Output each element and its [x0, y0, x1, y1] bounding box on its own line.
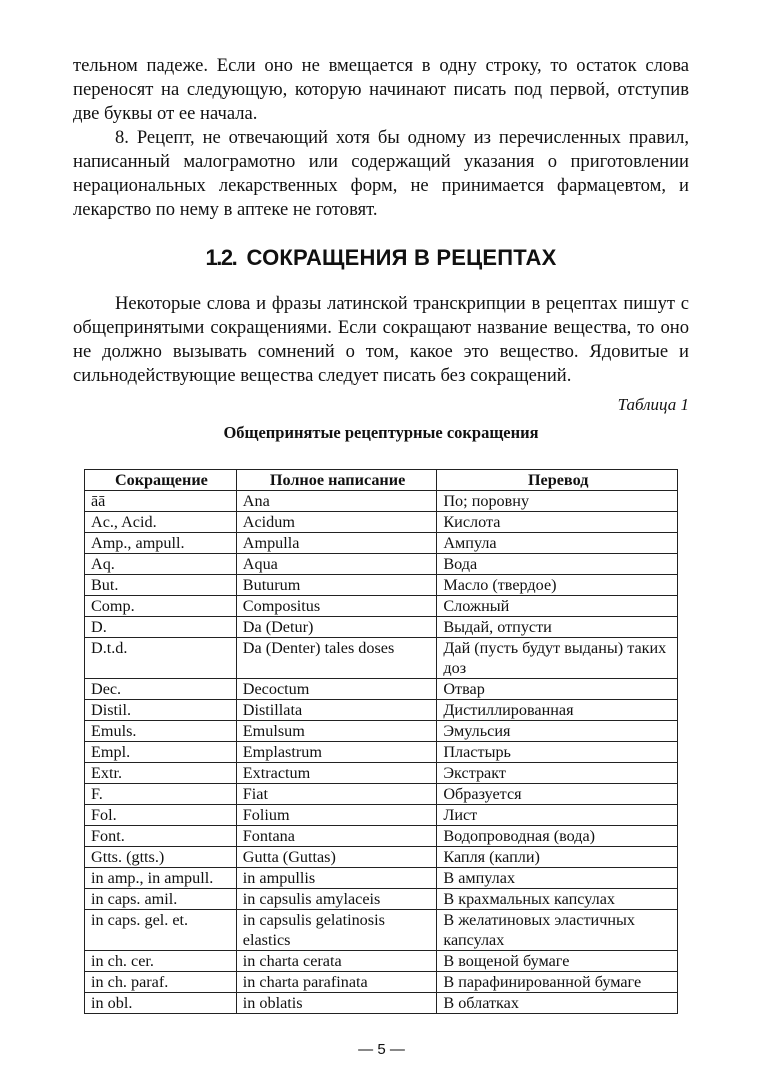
- cell-abbreviation: Emuls.: [85, 721, 237, 742]
- table-row: [85, 533, 678, 554]
- cell-translation: По; поровну: [437, 491, 678, 512]
- cell-full-form: Distillata: [236, 700, 437, 721]
- table-row: [85, 596, 678, 617]
- table-row: [85, 784, 678, 805]
- table-row: [85, 763, 678, 784]
- cell-abbreviation: D.: [85, 617, 237, 638]
- abbreviations-table: [84, 469, 678, 1014]
- section-title: СОКРАЩЕНИЯ В РЕЦЕПТАХ: [246, 245, 557, 270]
- table-row: [85, 721, 678, 742]
- cell-translation: Масло (твердое): [437, 575, 678, 596]
- paragraph-rule-8: 8. Рецепт, не отвечающий хотя бы одному из перечисленных правил, написанный малограмотно или содержащий указания о приготовлении нерациональных лекарственных форм, не принимается фармацевтом, и лекарство по нему в аптеке не готовят.: [73, 127, 689, 220]
- cell-abbreviation: Distil.: [85, 700, 237, 721]
- table-row: [85, 847, 678, 868]
- table-row: [85, 617, 678, 638]
- header-abbreviation: Сокращение: [85, 470, 237, 491]
- cell-full-form: in charta cerata: [236, 951, 437, 972]
- cell-abbreviation: Amp., ampull.: [85, 533, 237, 554]
- cell-full-form: Gutta (Guttas): [236, 847, 437, 868]
- page-number: — 5 —: [358, 1041, 405, 1058]
- cell-full-form: Da (Detur): [236, 617, 437, 638]
- table-row: [85, 700, 678, 721]
- table-row: [85, 993, 678, 1014]
- cell-full-form: Buturum: [236, 575, 437, 596]
- cell-translation: Ампула: [437, 533, 678, 554]
- cell-translation: Вода: [437, 554, 678, 575]
- cell-abbreviation: Gtts. (gtts.): [85, 847, 237, 868]
- section-number: 1.2.: [205, 245, 237, 270]
- cell-full-form: Extractum: [236, 763, 437, 784]
- cell-abbreviation: in ch. paraf.: [85, 972, 237, 993]
- cell-translation: Капля (капли): [437, 847, 678, 868]
- cell-full-form: Emplastrum: [236, 742, 437, 763]
- header-translation: Перевод: [437, 470, 678, 491]
- cell-abbreviation: Extr.: [85, 763, 237, 784]
- cell-abbreviation: in caps. amil.: [85, 889, 237, 910]
- cell-full-form: Ampulla: [236, 533, 437, 554]
- cell-translation: Выдай, отпусти: [437, 617, 678, 638]
- cell-abbreviation: F.: [85, 784, 237, 805]
- cell-translation: Пластырь: [437, 742, 678, 763]
- cell-translation: В парафинированной бумаге: [437, 972, 678, 993]
- cell-full-form: Acidum: [236, 512, 437, 533]
- cell-full-form: in capsulis amylaceis: [236, 889, 437, 910]
- table-row: [85, 512, 678, 533]
- cell-abbreviation: Dec.: [85, 679, 237, 700]
- cell-abbreviation: āā: [85, 491, 237, 512]
- cell-abbreviation: in amp., in ampull.: [85, 868, 237, 889]
- header-full-form: Полное написание: [236, 470, 437, 491]
- cell-translation: Дистиллированная: [437, 700, 678, 721]
- paragraph-abbreviations-intro: Некоторые слова и фразы латинской транскрипции в рецептах пишут с общепринятыми сокращениями. Если сокращают название вещества, то оно не должно вызывать сомнений о том, какое это вещество. Ядовитые и сильнодействующие вещества следует писать без сокращений.: [73, 293, 689, 386]
- table-header-row: [85, 470, 678, 491]
- cell-full-form: Aqua: [236, 554, 437, 575]
- cell-translation: В желатиновых эластичных капсулах: [437, 910, 678, 951]
- cell-abbreviation: in ch. cer.: [85, 951, 237, 972]
- cell-translation: Кислота: [437, 512, 678, 533]
- cell-abbreviation: Font.: [85, 826, 237, 847]
- paragraph-continuation: тельном падеже. Если оно не вмещается в одну строку, то остаток слова переносят на следующую, которую начинают писать под первой, отступив две буквы от ее начала.: [73, 55, 689, 124]
- cell-full-form: Fiat: [236, 784, 437, 805]
- cell-full-form: Compositus: [236, 596, 437, 617]
- cell-translation: В крахмальных капсулах: [437, 889, 678, 910]
- table-title: Общепринятые рецептурные сокращения: [223, 423, 539, 442]
- cell-translation: В облатках: [437, 993, 678, 1014]
- table-row: [85, 951, 678, 972]
- table-label: Таблица 1: [617, 395, 689, 414]
- cell-full-form: in charta parafinata: [236, 972, 437, 993]
- table-row: [85, 742, 678, 763]
- cell-translation: Сложный: [437, 596, 678, 617]
- page-body: [73, 54, 689, 444]
- table-row: [85, 638, 678, 679]
- cell-abbreviation: But.: [85, 575, 237, 596]
- cell-full-form: Ana: [236, 491, 437, 512]
- table-row: [85, 868, 678, 889]
- cell-full-form: Da (Denter) tales doses: [236, 638, 437, 679]
- cell-translation: В вощеной бумаге: [437, 951, 678, 972]
- cell-translation: Эмульсия: [437, 721, 678, 742]
- cell-translation: Образуется: [437, 784, 678, 805]
- table-row: [85, 575, 678, 596]
- cell-full-form: Folium: [236, 805, 437, 826]
- section-heading: [73, 243, 689, 273]
- cell-abbreviation: Comp.: [85, 596, 237, 617]
- table-row: [85, 910, 678, 951]
- cell-translation: В ампулах: [437, 868, 678, 889]
- cell-translation: Лист: [437, 805, 678, 826]
- cell-full-form: Fontana: [236, 826, 437, 847]
- cell-full-form: in ampullis: [236, 868, 437, 889]
- cell-translation: Водопроводная (вода): [437, 826, 678, 847]
- cell-abbreviation: in caps. gel. et.: [85, 910, 237, 951]
- cell-abbreviation: in obl.: [85, 993, 237, 1014]
- table-row: [85, 805, 678, 826]
- table-row: [85, 826, 678, 847]
- cell-translation: Отвар: [437, 679, 678, 700]
- cell-abbreviation: Empl.: [85, 742, 237, 763]
- cell-abbreviation: Aq.: [85, 554, 237, 575]
- cell-full-form: in oblatis: [236, 993, 437, 1014]
- table-row: [85, 679, 678, 700]
- table-row: [85, 554, 678, 575]
- table-body: [85, 491, 678, 1014]
- cell-abbreviation: D.t.d.: [85, 638, 237, 679]
- cell-full-form: Emulsum: [236, 721, 437, 742]
- cell-abbreviation: Fol.: [85, 805, 237, 826]
- cell-abbreviation: Ac., Acid.: [85, 512, 237, 533]
- cell-translation: Дай (пусть будут выданы) таких доз: [437, 638, 678, 679]
- cell-full-form: Decoctum: [236, 679, 437, 700]
- cell-full-form: in capsulis gelatinosis elastics: [236, 910, 437, 951]
- table-row: [85, 889, 678, 910]
- table-row: [85, 972, 678, 993]
- cell-translation: Экстракт: [437, 763, 678, 784]
- table-row: [85, 491, 678, 512]
